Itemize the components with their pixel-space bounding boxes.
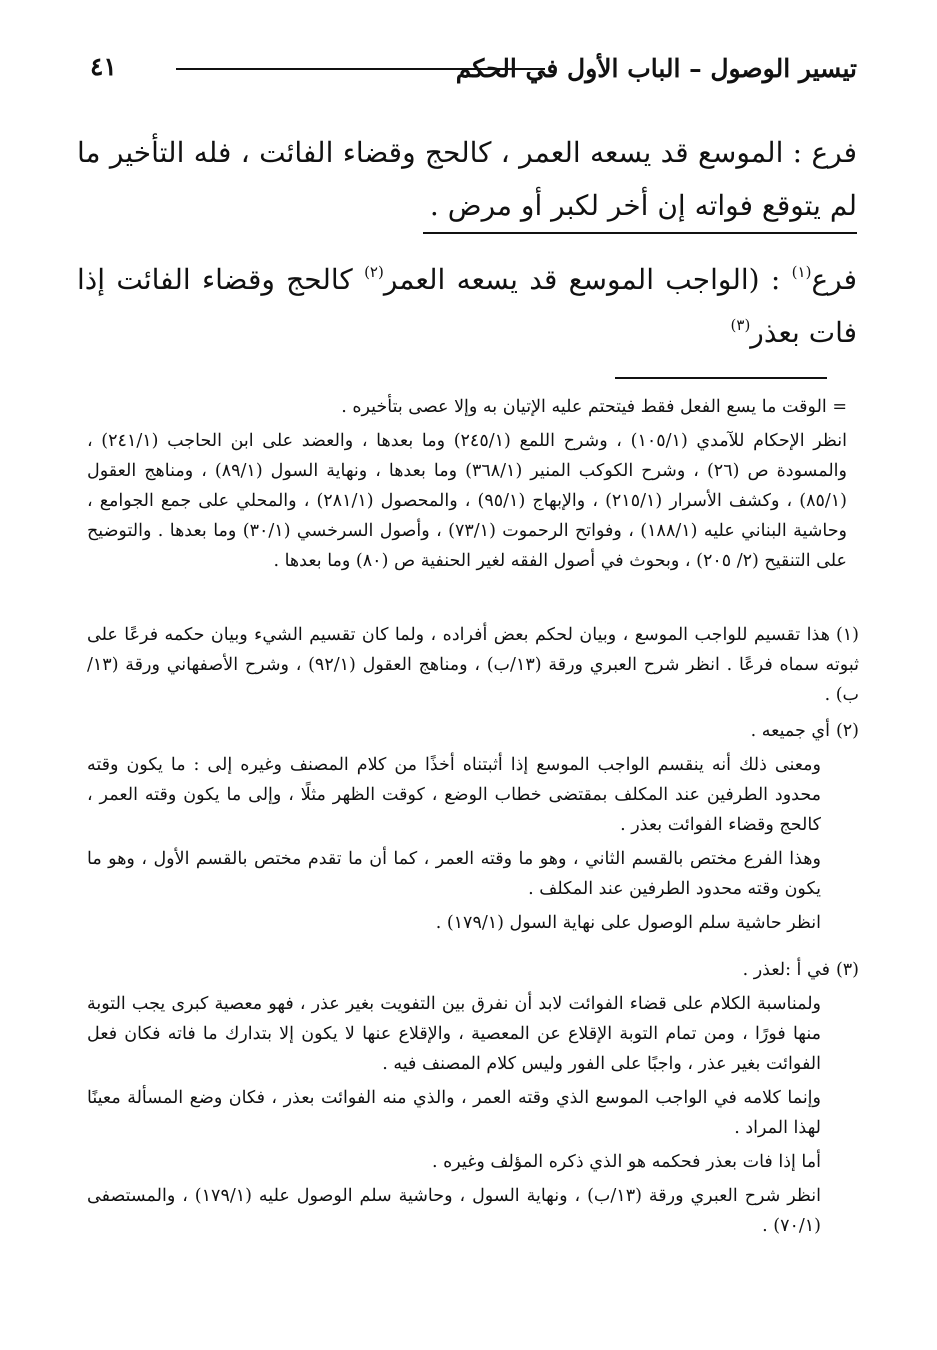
footnote-3-p5: انظر شرح العبري ورقة (١٣/ب) ، ونهاية السول ، وحاشية سلم الوصول عليه (١٧٩/١) ، والمستصفى (٧٠/١) . bbox=[87, 1186, 822, 1236]
footnote-3-p1: في أ :لعذر . bbox=[742, 960, 830, 980]
footnote-separator bbox=[615, 377, 827, 379]
footnote-1 bbox=[87, 620, 859, 714]
footnote-2-p3: وهذا الفرع مختص بالقسم الثاني ، وهو ما وقته العمر ، كما أن ما تقدم مختص بالقسم الأول ، وهو ما يكون وقته محدود الطرفين عند المكلف . bbox=[87, 849, 821, 899]
footnote-1-body: هذا تقسيم للواجب الموسع ، وبيان لحكم بعض أفراده ، ولما كان تقسيم الشيء وبيان حكمه فرعًا على ثبوته سماه فرعًا . انظر شرح العبري ورقة (١٣/ب) ، ومناهج العقول (٩٢/١) ، وشرح الأصفهاني ورقة (١٣/ب) . bbox=[87, 625, 859, 705]
footnote-3-p3: وإنما كلامه في الواجب الموسع الذي وقته العمر ، والذي منه الفوائت بعذر ، فكان وضع المسألة معينًا لهذا المراد . bbox=[87, 1088, 821, 1138]
footnote-ref-1: (١) bbox=[791, 263, 812, 281]
main-para2-part-b: : (الواجب الموسع قد يسعه العمر bbox=[383, 263, 792, 296]
main-paragraph-2 bbox=[77, 253, 857, 359]
footnote-1-number: (١) bbox=[835, 625, 859, 645]
running-title: تيسير الوصول – الباب الأول في الحكم bbox=[455, 54, 857, 83]
footnote-ref-2: (٢) bbox=[364, 263, 384, 281]
footnote-3-p2: ولمناسبة الكلام على قضاء الفوائت لابد أن نفرق بين التفويت بغير عذر ، فهو معصية كبرى يجب التوبة منها فورًا ، ومن تمام التوبة الإقلاع عن المعصية ، والإقلاع عنها لا يكون إلا بتدارك ما فاته فكان فعل الفوائت بغير عذر ، واجبًا على الفور وليس كلام المصنف فيه . bbox=[87, 994, 821, 1074]
footnote-2-first bbox=[87, 716, 859, 746]
footnote-3-body bbox=[87, 989, 859, 1241]
footnote-2-p4: انظر حاشية سلم الوصول على نهاية السول (١٧٩/١) . bbox=[435, 913, 821, 933]
page-number: ٤١ bbox=[90, 52, 117, 81]
footnote-1-text bbox=[87, 620, 859, 710]
footnote-3 bbox=[87, 955, 859, 1245]
page-header bbox=[90, 50, 857, 90]
footnote-3-number: (٣) bbox=[835, 960, 859, 980]
main-para2-part-c: كالحج وقضاء الفائت إذا فات بعذر bbox=[77, 263, 857, 349]
footnote-ref-3: (٣) bbox=[730, 316, 751, 334]
footnote-continuation-references: انظر الإحكام للآمدي (١٠٥/١) ، وشرح اللمع (٢٤٥/١) وما بعدها ، والعضد على ابن الحاجب (٢٤١/١) ، والمسودة ص (٢٦) ، وشرح الكوكب المنير (٣٦٨/١) وما بعدها ، ونهاية السول (٨٩/١) ، ومناهج العقول (٨٥/١) ، وكشف الأسرار (٢١٥/١) ، والإبهاج (٩٥/١) ، والمحصول (٢٨١/١) ، والمحلي على جمع الجوامع ، وحاشية البناني عليه (١٨٨/١) ، وفواتح الرحموت (٧٣/١) ، وأصول السرخسي (٣٠/١) وما بعدها . والتوضيح على التنقيح (٢/ ٢٠٥) ، وبحوث في أصول الفقه لغير الحنفية ص (٨٠) وما بعدها . bbox=[87, 431, 848, 571]
main-paragraph-1: فرع : الموسع قد يسعه العمر ، كالحج وقضاء الفائت ، فله التأخير ما لم يتوقع فواته إن أخر لكبر أو مرض . bbox=[77, 136, 857, 222]
footnote-continuation bbox=[87, 392, 847, 580]
footnote-2-body bbox=[87, 750, 859, 938]
footnote-2-p2: ومعنى ذلك أنه ينقسم الواجب الموسع إذا أثبتناه أخذًا من كلام المصنف وغيره إلى : ما يكون وقته محدود الطرفين عند المكلف بمقتضى خطاب الوضع ، كوقت الظهر مثلًا ، وإلى ما يكون وقته العمر ، كالحج وقضاء الفوائت بعذر . bbox=[87, 755, 821, 835]
footnote-2-number: (٢) bbox=[835, 721, 859, 741]
footnote-3-first bbox=[87, 955, 859, 985]
footnote-2-p1: أي جميعه . bbox=[750, 721, 830, 741]
footnote-3-p4: أما إذا فات بعذر فحكمه هو الذي ذكره المؤلف وغيره . bbox=[431, 1152, 821, 1172]
footnote-continuation-line: = الوقت ما يسع الفعل فقط فيتحتم عليه الإتيان به وإلا عصى بتأخيره . bbox=[341, 397, 847, 417]
footnote-2 bbox=[87, 716, 859, 942]
main-underline bbox=[423, 232, 857, 234]
main-para2-part-a: فرع bbox=[811, 263, 857, 296]
header-rule bbox=[176, 68, 545, 70]
